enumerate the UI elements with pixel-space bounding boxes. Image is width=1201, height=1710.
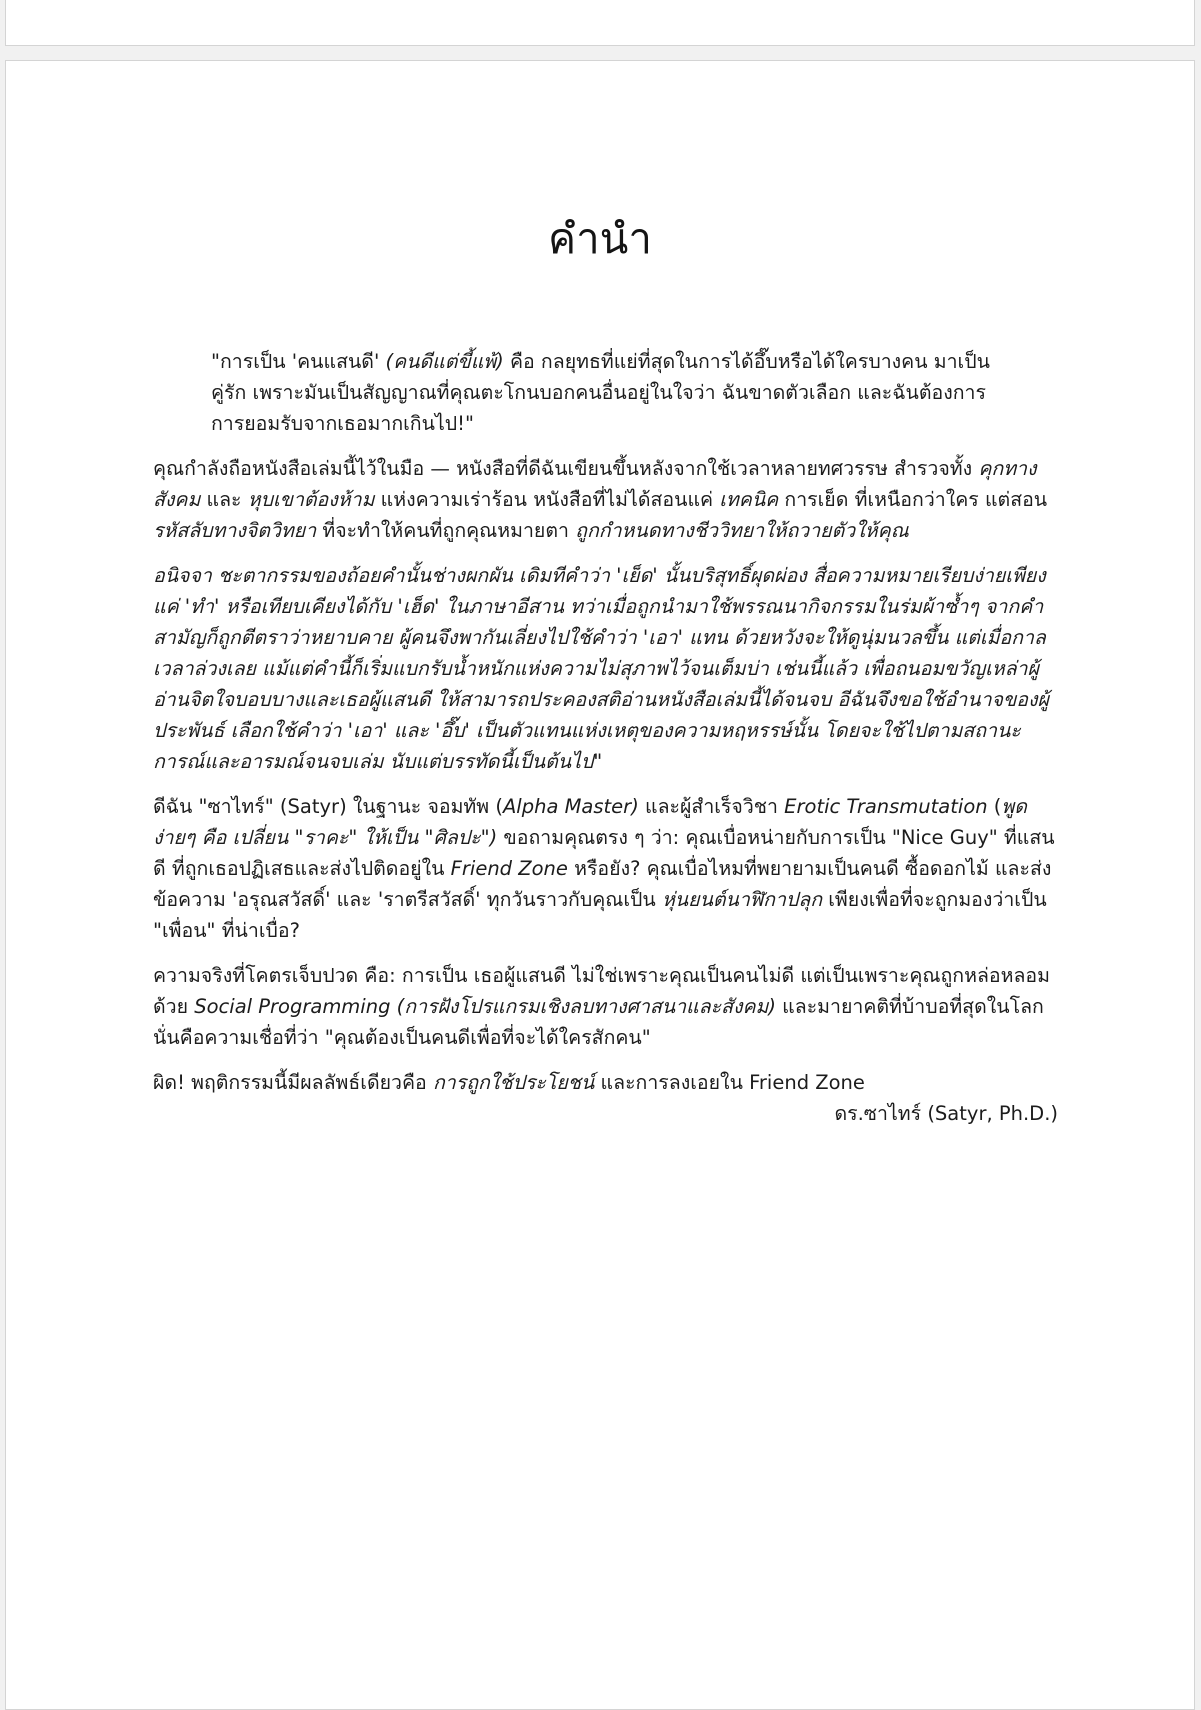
italic-text-run: คุกทางสังคม <box>153 457 1037 511</box>
text-run: ( <box>987 795 1002 818</box>
italic-text-run: อนิจจา ชะตากรรมของถ้อยคำนั้นช่างผกผัน เดิมทีคำว่า 'เย็ด' นั้นบริสุทธิ์ผุดผ่อง สื่อความหมายเรียบง่ายเพียงแค่ 'ทำ' หรือเทียบเคียงได้กับ 'เฮ็ด' ในภาษาอีสาน ทว่าเมื่อถูกนำมาใช้พรรณนากิจกรรมในร่มผ้าซ้ำๆ จากคำสามัญก็ถูกตีตราว่าหยาบคาย ผู้คนจึงพากันเลี่ยงไปใช้คำว่า 'เอา' แทน ด้วยหวังจะให้ดูนุ่มนวลขึ้น แต่เมื่อกาลเวลาล่วงเลย แม้แต่คำนี้ก็เริ่มแบกรับน้ำหนักแห่งความไม่สุภาพไว้จนเต็มบ่า เช่นนี้แล้ว เพื่อถนอมขวัญเหล่าผู้อ่านจิตใจบอบบางและเธอผู้แสนดี ให้สามารถประคองสติอ่านหนังสือเล่มนี้ได้จนจบ อีฉันจึงขอใช้อำนาจของผู้ประพันธ์ เลือกใช้คำว่า 'เอา' และ 'อึ๊บ' เป็นตัวแทนแห่งเหตุของความหฤหรรษ์นั้น โดยจะใช้ไปตามสถานะการณ์และอารมณ์จนจบเล่ม นับแต่บรรทัดนี้เป็นต้นไป" <box>153 564 1049 773</box>
text-run: การเย็ด ที่เหนือกว่าใคร แต่สอน <box>778 488 1048 511</box>
author-signature: ดร.ซาไทร์ (Satyr, Ph.D.) <box>834 1102 1058 1125</box>
paragraph-1 <box>153 453 1058 546</box>
text-run: และการลงเอยใน Friend Zone <box>594 1071 865 1094</box>
text-run: ที่จะทำให้คนที่ถูกคุณหมายตา <box>316 519 576 542</box>
italic-text-run: Social Programming (การฝังโปรแกรมเชิงลบทางศาสนาและสังคม) <box>194 995 776 1018</box>
italic-text-run: ถูกกำหนดทางชีววิทยาให้ถวายตัวให้คุณ <box>575 519 909 542</box>
italic-text-run: หุบเขาต้องห้าม <box>247 488 375 511</box>
paragraph-3 <box>153 791 1058 946</box>
text-run: ความจริงที่โคตรเจ็บปวด คือ: การเป็น เธอผู้แสนดี ไม่ใช่เพราะคุณเป็นคนไม่ดี แต่เป็นเพราะคุณถูกหล่อหลอมด้วย <box>153 964 1050 1018</box>
previous-page-edge <box>5 0 1195 46</box>
page-title: คำนำ <box>548 214 652 263</box>
text-run: และ <box>200 488 248 511</box>
text-run: หรือยัง? คุณเบื่อไหมที่พยายามเป็นคนดี ซื้อดอกไม้ และส่งข้อความ 'อรุณสวัสดิ์' และ 'ราตรีสวัสดิ์' ทุกวันราวกับคุณเป็น <box>153 857 1052 911</box>
italic-text-run: หุ่นยนต์นาฬิกาปลุก <box>661 888 823 911</box>
text-run: แห่งความเร่าร้อน หนังสือที่ไม่ได้สอนแค่ <box>374 488 720 511</box>
text-run: คือ กลยุทธที่แย่ที่สุดในการได้อึ๊บหรือได้ใครบางคน มาเป็นคู่รัก เพราะมันเป็นสัญญาณที่คุณตะโกนบอกคนอื่นอยู่ในใจว่า ฉันขาดตัวเลือก และฉันต้องการการยอมรับจากเธอมากเกินไป!" <box>211 350 990 435</box>
paragraph-5 <box>153 1067 1058 1098</box>
text-run: และมายาคติที่บ้าบอที่สุดในโลก นั่นคือความเชื่อที่ว่า "คุณต้องเป็นคนดีเพื่อที่จะได้ใครสักคน" <box>153 995 1044 1049</box>
italic-text-run: Alpha Master) <box>502 795 639 818</box>
italic-text-run: (คนดีแต่ขี้แพ้) <box>385 350 504 373</box>
opening-quote <box>211 346 1001 439</box>
italic-text-run: รหัสลับทางจิตวิทยา <box>153 519 317 542</box>
text-run: ขอถามคุณตรง ๆ ว่า: คุณเบื่อหน่ายกับการเป็น "Nice Guy" ที่แสนดี ที่ถูกเธอปฏิเสธและส่งไปติดอยู่ใน <box>153 826 1055 880</box>
text-run: ผิด! พฤติกรรมนี้มีผลลัพธ์เดียวคือ <box>153 1071 433 1094</box>
document-page <box>5 60 1195 1710</box>
preface-content <box>153 346 1058 1129</box>
text-run: ดีฉัน "ซาไทร์" (Satyr) ในฐานะ จอมทัพ ( <box>153 795 503 818</box>
italic-text-run: พูดง่ายๆ คือ เปลี่ยน "ราคะ" ให้เป็น "ศิลปะ") <box>153 795 1027 849</box>
text-run: และผู้สำเร็จวิชา <box>638 795 785 818</box>
italic-text-run: การถูกใช้ประโยชน์ <box>432 1071 595 1094</box>
paragraph-4 <box>153 960 1058 1053</box>
italic-text-run: เทคนิค <box>719 488 779 511</box>
text-run: เพียงเพื่อที่จะถูกมองว่าเป็น "เพื่อน" ที่น่าเบื่อ? <box>153 888 1047 942</box>
paragraph-2 <box>153 560 1058 777</box>
italic-text-run: Erotic Transmutation <box>784 795 988 818</box>
italic-text-run: Friend Zone <box>450 857 568 880</box>
text-run: คุณกำลังถือหนังสือเล่มนี้ไว้ในมือ — หนังสือที่ดีฉันเขียนขึ้นหลังจากใช้เวลาหลายทศวรรษ สำรวจทั้ง <box>153 457 979 480</box>
text-run: "การเป็น 'คนแสนดี' <box>211 350 386 373</box>
